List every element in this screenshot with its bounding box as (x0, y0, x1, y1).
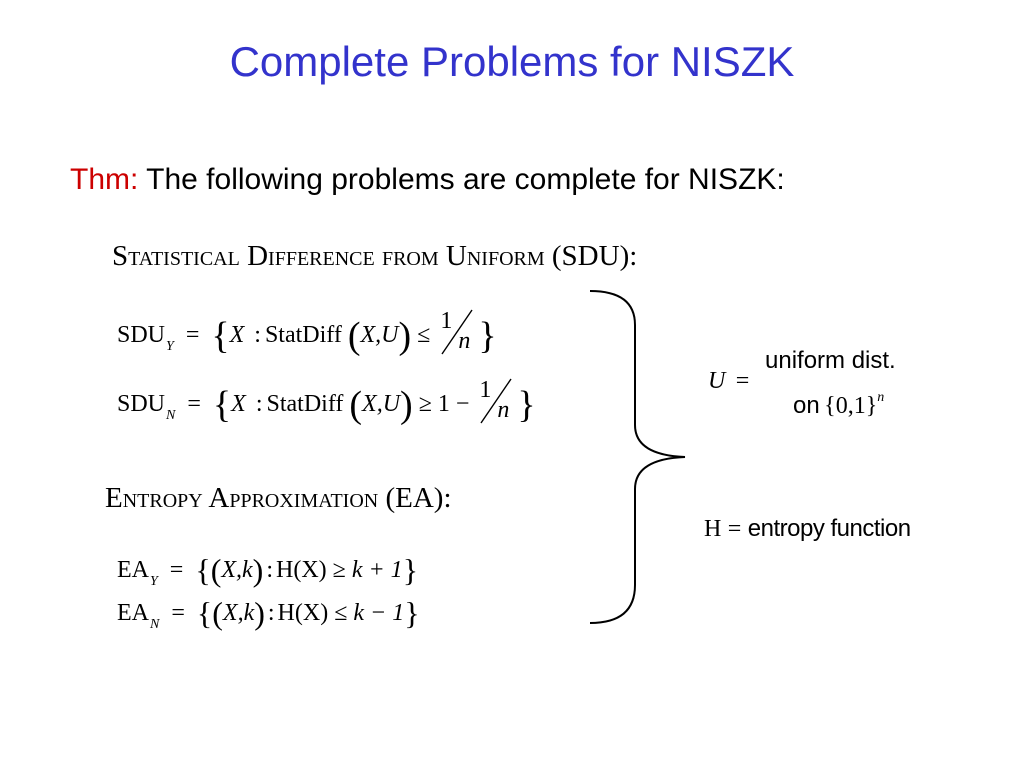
right-paren: ) (252, 552, 264, 588)
right-brace: } (404, 595, 420, 631)
sdu-no-colon: : (255, 391, 263, 417)
right-paren: ) (254, 595, 265, 631)
sdu-yes-colon: : (254, 322, 261, 348)
h-equals: = (727, 516, 742, 542)
right-brace: } (478, 315, 497, 357)
entropy-note (704, 515, 911, 543)
sdu-yes-func: StatDiff (264, 322, 342, 348)
left-brace: { (212, 384, 232, 426)
fraction-numerator: 1 (479, 377, 492, 403)
ea-yes-eq: = (169, 557, 184, 583)
set-right-brace: } (865, 393, 878, 419)
right-brace: } (517, 384, 536, 426)
sdu-heading: Statistical Difference from Uniform (SDU): (112, 240, 638, 272)
u-equals: = (735, 368, 750, 394)
left-brace: { (211, 315, 230, 357)
sdu-yes-name: SDU (117, 322, 166, 348)
right-brace: } (402, 552, 419, 588)
fraction-denominator: n (458, 328, 471, 354)
fraction-slash (436, 306, 478, 358)
sdu-no-formula (117, 377, 536, 427)
h-desc: entropy function (747, 515, 911, 542)
left-paren: ( (349, 384, 363, 426)
slide-title: Complete Problems for NISZK (229, 38, 795, 85)
sdu-yes-fraction (436, 308, 478, 354)
ea-no-formula (117, 595, 420, 632)
ea-no-pair: X,k (222, 600, 255, 626)
ea-no-eq: = (171, 600, 185, 626)
ea-heading: Entropy Approximation (EA): (105, 482, 452, 514)
theorem-statement (70, 163, 785, 197)
fraction-numerator: 1 (440, 308, 453, 334)
left-brace: { (196, 595, 213, 631)
ea-yes-formula (117, 552, 418, 589)
ea-yes-func: H(X) (276, 557, 327, 583)
theorem-label: Thm: (70, 163, 139, 196)
ea-yes-rel: ≥ (332, 557, 346, 583)
sdu-no-name: SDU (117, 391, 166, 417)
sdu-no-var: X (231, 391, 246, 417)
fraction-slash (475, 375, 517, 427)
uniform-exponent: n (877, 390, 885, 405)
set-left-brace: { (824, 393, 836, 419)
sdu-no-eq: = (187, 391, 201, 417)
ea-yes-rhs: k + 1 (351, 557, 403, 583)
left-paren: ( (347, 315, 361, 357)
h-symbol: H (704, 516, 722, 542)
ea-no-rhs: k − 1 (353, 600, 405, 626)
left-paren: ( (212, 595, 223, 631)
uniform-desc-line2 (793, 392, 884, 420)
uniform-on: on (793, 392, 820, 419)
uniform-desc-line1: uniform dist. (765, 347, 896, 374)
sdu-no-sub: N (166, 408, 176, 423)
left-brace: { (195, 552, 211, 588)
ea-no-sub: N (150, 617, 160, 632)
left-paren: ( (210, 552, 222, 588)
sdu-yes-sub: Y (166, 339, 174, 354)
big-curly-brace (585, 285, 700, 630)
fraction-denominator: n (497, 397, 510, 423)
sdu-yes-var: X (229, 322, 245, 348)
sdu-no-args: X,U (362, 391, 401, 417)
ea-no-name: EA (117, 600, 149, 626)
sdu-no-rel: ≥ 1 − (418, 391, 470, 417)
sdu-no-func: StatDiff (266, 391, 344, 417)
ea-no-func: H(X) (277, 600, 329, 626)
sdu-yes-rel: ≤ (417, 322, 431, 348)
uniform-note (708, 368, 749, 395)
uniform-set: 0,1 (835, 393, 866, 419)
ea-yes-colon: : (266, 557, 273, 583)
right-paren: ) (400, 384, 413, 426)
sdu-yes-eq: = (185, 322, 200, 348)
sdu-no-fraction (475, 377, 517, 423)
sdu-yes-args: X,U (360, 322, 399, 348)
ea-no-colon: : (267, 600, 275, 626)
ea-yes-pair: X,k (221, 557, 253, 583)
ea-yes-sub: Y (150, 574, 158, 589)
ea-no-rel: ≤ (334, 600, 348, 626)
sdu-yes-formula (117, 308, 497, 358)
ea-yes-name: EA (117, 557, 149, 583)
right-paren: ) (398, 315, 412, 357)
theorem-text: The following problems are complete for NISZK: (146, 163, 785, 196)
u-symbol: U (708, 368, 726, 394)
